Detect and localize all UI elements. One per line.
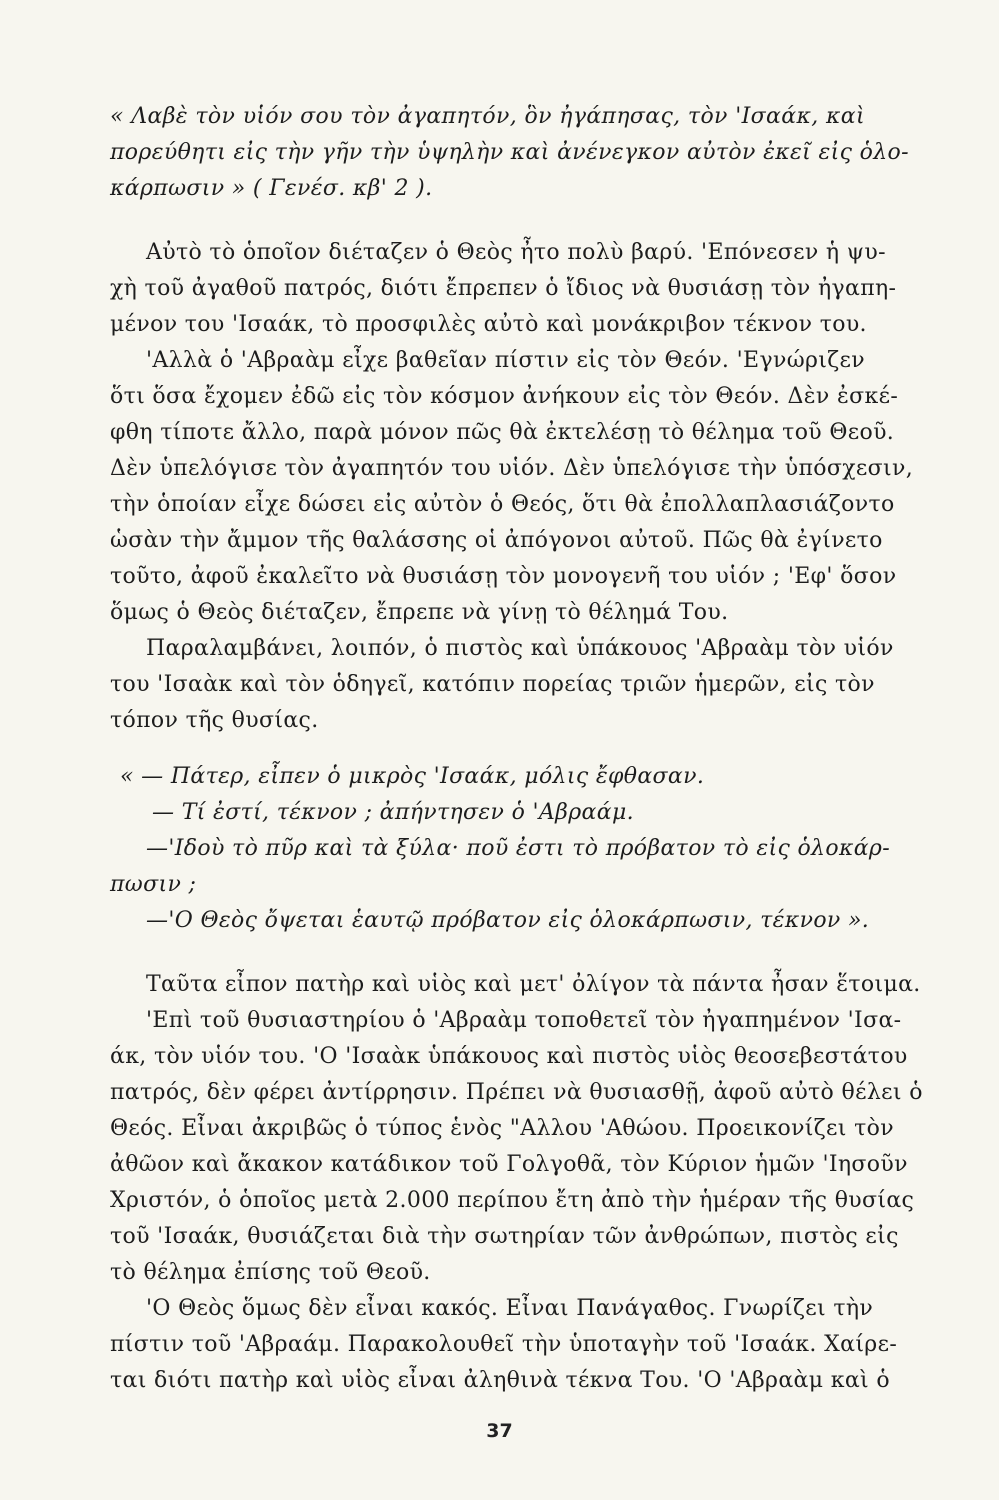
- text-line: 'Αλλὰ ὁ 'Αβραὰμ εἶχε βαθεῖαν πίστιν εἰς τὸν Θεόν. 'Εγνώριζεν: [146, 348, 865, 373]
- dialogue-line: πωσιν ;: [110, 872, 197, 897]
- text-line: κάρπωσιν » ( Γενέσ. κβ' 2 ).: [110, 176, 433, 201]
- text-line: ἀθῶον καὶ ἄκακον κατάδικον τοῦ Γολγοθᾶ, τὸν Κύριον ἡμῶν 'Ιησοῦν: [110, 1152, 908, 1177]
- dialogue-line: —'Ο Θεὸς ὄψεται ἑαυτῷ πρόβατον εἰς ὁλοκάρπωσιν, τέκνον ».: [146, 908, 870, 933]
- page-number: 37: [486, 1420, 513, 1442]
- text-line: 'Ο Θεὸς ὅμως δὲν εἶναι κακός. Εἶναι Πανάγαθος. Γνωρίζει τὴν: [146, 1296, 874, 1321]
- text-line: « Λαβὲ τὸν υἱόν σου τὸν ἀγαπητόν, ὃν ἠγάπησας, τὸν 'Ισαάκ, καὶ: [110, 104, 865, 129]
- text-line: φθη τίποτε ἄλλο, παρὰ μόνον πῶς θὰ ἐκτελέσῃ τὸ θέλημα τοῦ Θεοῦ.: [110, 420, 895, 445]
- text-line: Αὐτὸ τὸ ὁποῖον διέταζεν ὁ Θεὸς ἦτο πολὺ βαρύ. 'Επόνεσεν ἡ ψυ-: [146, 240, 886, 265]
- text-line: ὅμως ὁ Θεὸς διέταζεν, ἔπρεπε νὰ γίνῃ τὸ θέλημά Του.: [110, 600, 729, 625]
- dialogue-line: — Τί ἐστί, τέκνον ; ἀπήντησεν ὁ 'Αβραάμ.: [152, 800, 634, 825]
- text-line: Χριστόν, ὁ ὁποῖος μετὰ 2.000 περίπου ἔτη ἀπὸ τὴν ἡμέραν τῆς θυσίας: [110, 1188, 915, 1213]
- text-line: άκ, τὸν υἱόν του. 'Ο 'Ισαὰκ ὑπάκουος καὶ πιστὸς υἱὸς θεοσεβεστάτου: [110, 1044, 908, 1069]
- text-line: ὡσὰν τὴν ἄμμον τῆς θαλάσσης οἱ ἀπόγονοι αὐτοῦ. Πῶς θὰ ἐγίνετο: [110, 528, 883, 553]
- text-line: μένον του 'Ισαάκ, τὸ προσφιλὲς αὐτὸ καὶ μονάκριβον τέκνον του.: [110, 312, 867, 337]
- dialogue-line: « — Πάτερ, εἶπεν ὁ μικρὸς 'Ισαάκ, μόλις ἔφθασαν.: [120, 764, 705, 789]
- text-line: τὸ θέλημα ἐπίσης τοῦ Θεοῦ.: [110, 1260, 431, 1285]
- text-line: ται διότι πατὴρ καὶ υἱὸς εἶναι ἀληθινὰ τέκνα Του. 'Ο 'Αβραὰμ καὶ ὁ: [110, 1368, 890, 1393]
- text-line: πορεύθητι εἰς τὴν γῆν τὴν ὑψηλὴν καὶ ἀνένεγκον αὐτὸν ἐκεῖ εἰς ὁλο-: [110, 140, 909, 165]
- text-line: Ταῦτα εἶπον πατὴρ καὶ υἱὸς καὶ μετ' ὀλίγον τὰ πάντα ἦσαν ἕτοιμα.: [146, 972, 921, 997]
- text-line: Θεός. Εἶναι ἀκριβῶς ὁ τύπος ἑνὸς "Αλλου 'Αθώου. Προεικονίζει τὸν: [110, 1116, 894, 1141]
- text-line: χὴ τοῦ ἀγαθοῦ πατρός, διότι ἔπρεπεν ὁ ἴδιος νὰ θυσιάσῃ τὸν ἠγαπη-: [110, 276, 897, 301]
- text-line: ὅτι ὅσα ἔχομεν ἐδῶ εἰς τὸν κόσμον ἀνήκουν εἰς τὸν Θεόν. Δὲν ἐσκέ-: [110, 384, 899, 409]
- text-line: Δὲν ὑπελόγισε τὸν ἀγαπητόν του υἱόν. Δὲν ὑπελόγισε τὴν ὑπόσχεσιν,: [110, 456, 914, 481]
- text-line: τοῦ 'Ισαάκ, θυσιάζεται διὰ τὴν σωτηρίαν τῶν ἀνθρώπων, πιστὸς εἰς: [110, 1224, 899, 1249]
- text-line: τόπον τῆς θυσίας.: [110, 708, 319, 733]
- text-line: Παραλαμβάνει, λοιπόν, ὁ πιστὸς καὶ ὑπάκουος 'Αβραὰμ τὸν υἱόν: [146, 636, 894, 661]
- text-line: τὴν ὁποίαν εἶχε δώσει εἰς αὐτὸν ὁ Θεός, ὅτι θὰ ἐπολλαπλασιάζοντο: [110, 492, 895, 517]
- text-line: του 'Ισαὰκ καὶ τὸν ὁδηγεῖ, κατόπιν πορείας τριῶν ἡμερῶν, εἰς τὸν: [110, 672, 875, 697]
- dialogue-line: —'Ιδοὺ τὸ πῦρ καὶ τὰ ξύλα· ποῦ ἐστι τὸ πρόβατον τὸ εἰς ὁλοκάρ-: [146, 836, 890, 861]
- text-line: 'Επὶ τοῦ θυσιαστηρίου ὁ 'Αβραὰμ τοποθετεῖ τὸν ἠγαπημένον 'Ισα-: [146, 1008, 902, 1033]
- text-line: πατρός, δὲν φέρει ἀντίρρησιν. Πρέπει νὰ θυσιασθῇ, ἀφοῦ αὐτὸ θέλει ὁ: [110, 1080, 923, 1105]
- text-line: τοῦτο, ἀφοῦ ἐκαλεῖτο νὰ θυσιάσῃ τὸν μονογενῆ του υἱόν ; 'Εφ' ὅσον: [110, 564, 897, 589]
- text-line: πίστιν τοῦ 'Αβραάμ. Παρακολουθεῖ τὴν ὑποταγὴν τοῦ 'Ισαάκ. Χαίρε-: [110, 1332, 898, 1357]
